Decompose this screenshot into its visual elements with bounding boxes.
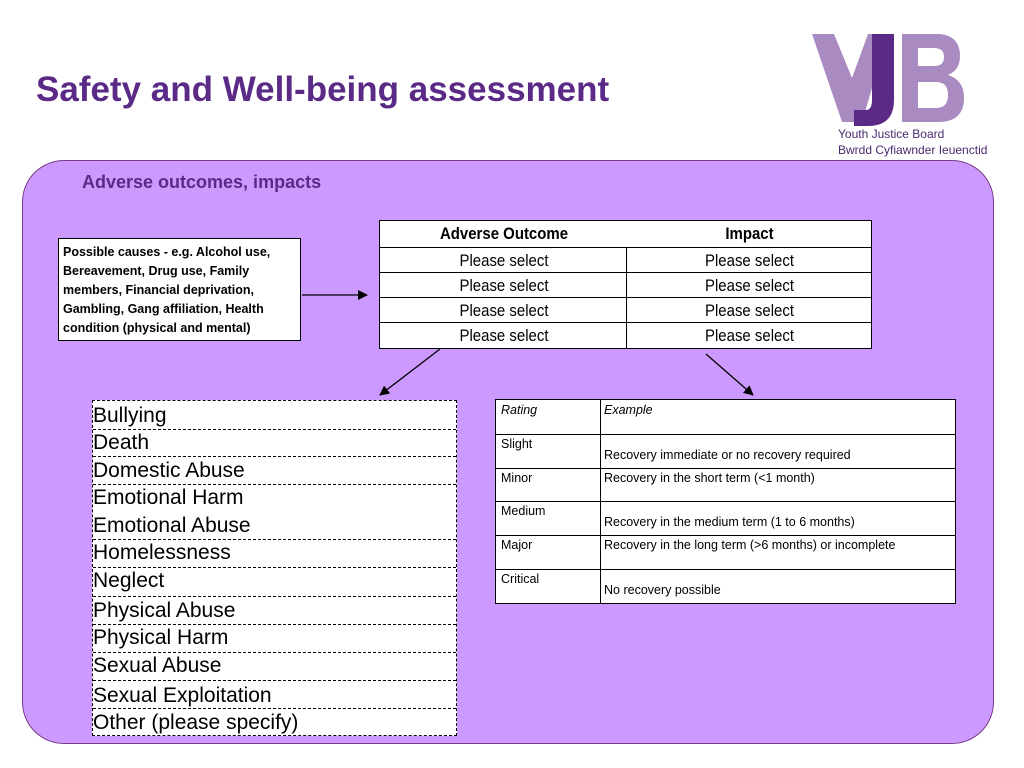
list-item[interactable]: Physical Abuse [93, 599, 236, 622]
rating-example: Recovery in the medium term (1 to 6 months) [604, 515, 855, 529]
list-item[interactable]: Physical Harm [93, 626, 229, 649]
table-to-rating-arrow [706, 354, 753, 395]
header-example: Example [604, 403, 653, 417]
rating-example: Recovery in the short term (<1 month) [604, 471, 815, 485]
list-item[interactable]: Sexual Exploitation [93, 684, 272, 707]
rating-example: No recovery possible [604, 583, 721, 597]
table-to-list-arrow [380, 349, 440, 395]
list-item[interactable]: Domestic Abuse [93, 459, 245, 482]
rating-label: Medium [501, 504, 546, 518]
rating-example: Recovery in the long term (>6 months) or incomplete [604, 538, 896, 552]
rating-label: Slight [501, 437, 533, 451]
rating-label: Critical [501, 572, 540, 586]
logo-line-english: Youth Justice Board [838, 127, 945, 141]
impact-select[interactable]: Please select [705, 251, 794, 270]
impact-select[interactable]: Please select [705, 276, 794, 295]
rating-label: Minor [501, 471, 533, 485]
list-item[interactable]: Other (please specify) [93, 711, 299, 734]
page-title: Safety and Well-being assessment [36, 70, 610, 109]
adverse-outcome-select[interactable]: Please select [459, 251, 549, 270]
list-item[interactable]: Sexual Abuse [93, 654, 222, 677]
adverse-outcome-select[interactable]: Please select [459, 276, 549, 295]
header-adverse-outcome: Adverse Outcome [439, 224, 569, 243]
possible-causes-box: Possible causes - e.g. Alcohol use, Bereavement, Drug use, Family members, Financial deprivation, Gambling, Gang affiliation, Health condition (physical and mental) [58, 238, 301, 341]
list-item[interactable]: Death [93, 431, 150, 454]
rating-label: Major [501, 538, 533, 552]
logo-line-welsh: Bwrdd Cyfiawnder Ieuenctid [838, 143, 988, 157]
list-item[interactable]: Emotional Harm [93, 486, 244, 509]
impact-select[interactable]: Please select [705, 326, 794, 345]
rating-example: Recovery immediate or no recovery required [604, 448, 851, 462]
adverse-outcome-select[interactable]: Please select [459, 301, 549, 320]
list-item[interactable]: Emotional Abuse [93, 514, 251, 537]
impact-select[interactable]: Please select [705, 301, 794, 320]
list-item[interactable]: Neglect [93, 569, 165, 592]
header-impact: Impact [725, 224, 774, 243]
section-subtitle: Adverse outcomes, impacts [82, 172, 322, 192]
adverse-outcome-select[interactable]: Please select [459, 326, 549, 345]
list-item[interactable]: Bullying [93, 404, 167, 427]
header-rating: Rating [501, 403, 538, 417]
list-item[interactable]: Homelessness [93, 541, 231, 564]
